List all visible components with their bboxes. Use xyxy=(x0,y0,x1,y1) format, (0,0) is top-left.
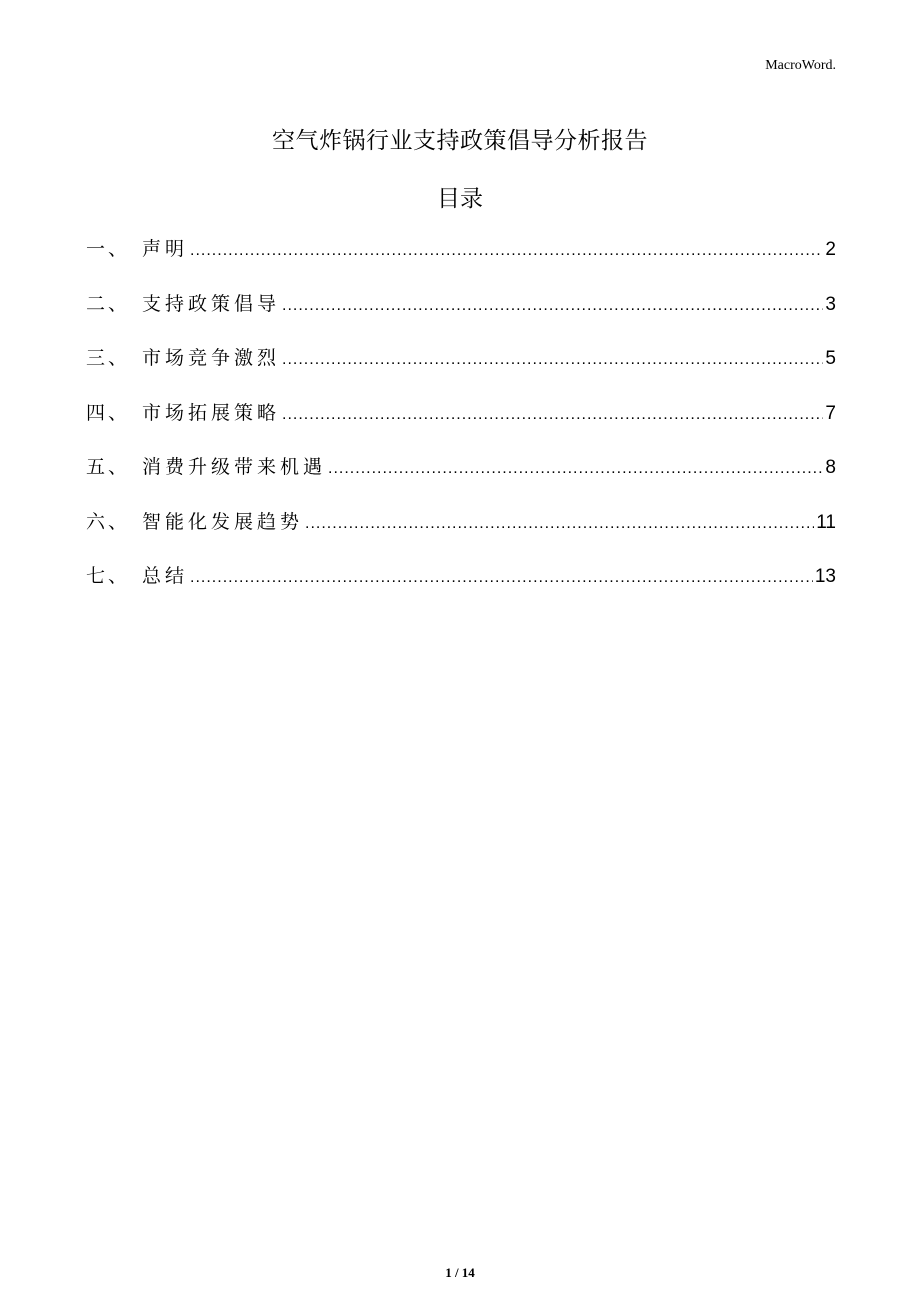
toc-entry-number: 一、 xyxy=(86,238,131,260)
toc-entry-label: 市场竞争激烈 xyxy=(142,347,281,369)
toc-entry[interactable] xyxy=(86,289,836,344)
toc-entry-label: 总结 xyxy=(142,565,189,587)
toc-entry[interactable] xyxy=(86,561,836,616)
toc-entry-label: 支持政策倡导 xyxy=(142,292,281,315)
toc-entry-page: 3 xyxy=(825,293,836,315)
toc-entry-page: 13 xyxy=(814,566,836,587)
toc-leader-dots xyxy=(282,297,823,315)
toc-leader-dots xyxy=(328,460,823,478)
toc-entry[interactable] xyxy=(86,452,836,507)
toc-leader-dots xyxy=(190,569,813,587)
document-title: 空气炸锅行业支持政策倡导分析报告 xyxy=(272,128,648,154)
toc-entry-page: 5 xyxy=(825,348,836,369)
toc-entry[interactable] xyxy=(86,234,836,289)
toc-entry-number: 二、 xyxy=(86,292,131,315)
toc-entry-number: 六、 xyxy=(86,510,131,533)
toc-leader-dots xyxy=(305,515,814,533)
toc-entry-number: 七、 xyxy=(86,565,131,587)
header-brand: MacroWord. xyxy=(765,58,836,73)
toc-entry-label: 声明 xyxy=(142,238,189,260)
toc-heading: 目录 xyxy=(437,186,483,212)
toc-entry[interactable] xyxy=(86,343,836,398)
toc-entry-page: 11 xyxy=(816,511,836,533)
toc-leader-dots xyxy=(282,406,823,424)
toc-entry[interactable] xyxy=(86,507,836,562)
toc-entry-number: 四、 xyxy=(86,401,131,424)
toc-entry-label: 智能化发展趋势 xyxy=(142,510,304,533)
toc-leader-dots xyxy=(190,242,823,260)
toc-entry-page: 7 xyxy=(825,402,836,424)
toc-entry-number: 五、 xyxy=(86,456,131,478)
toc-entry-page: 8 xyxy=(825,457,836,478)
toc-entry-label: 市场拓展策略 xyxy=(142,401,281,424)
toc-entry-label: 消费升级带来机遇 xyxy=(142,456,327,478)
table-of-contents xyxy=(86,234,836,616)
toc-entry-page: 2 xyxy=(825,239,836,260)
toc-entry[interactable] xyxy=(86,398,836,453)
toc-entry-number: 三、 xyxy=(86,347,131,369)
toc-leader-dots xyxy=(282,351,823,369)
page-indicator: 1 / 14 xyxy=(445,1265,475,1280)
